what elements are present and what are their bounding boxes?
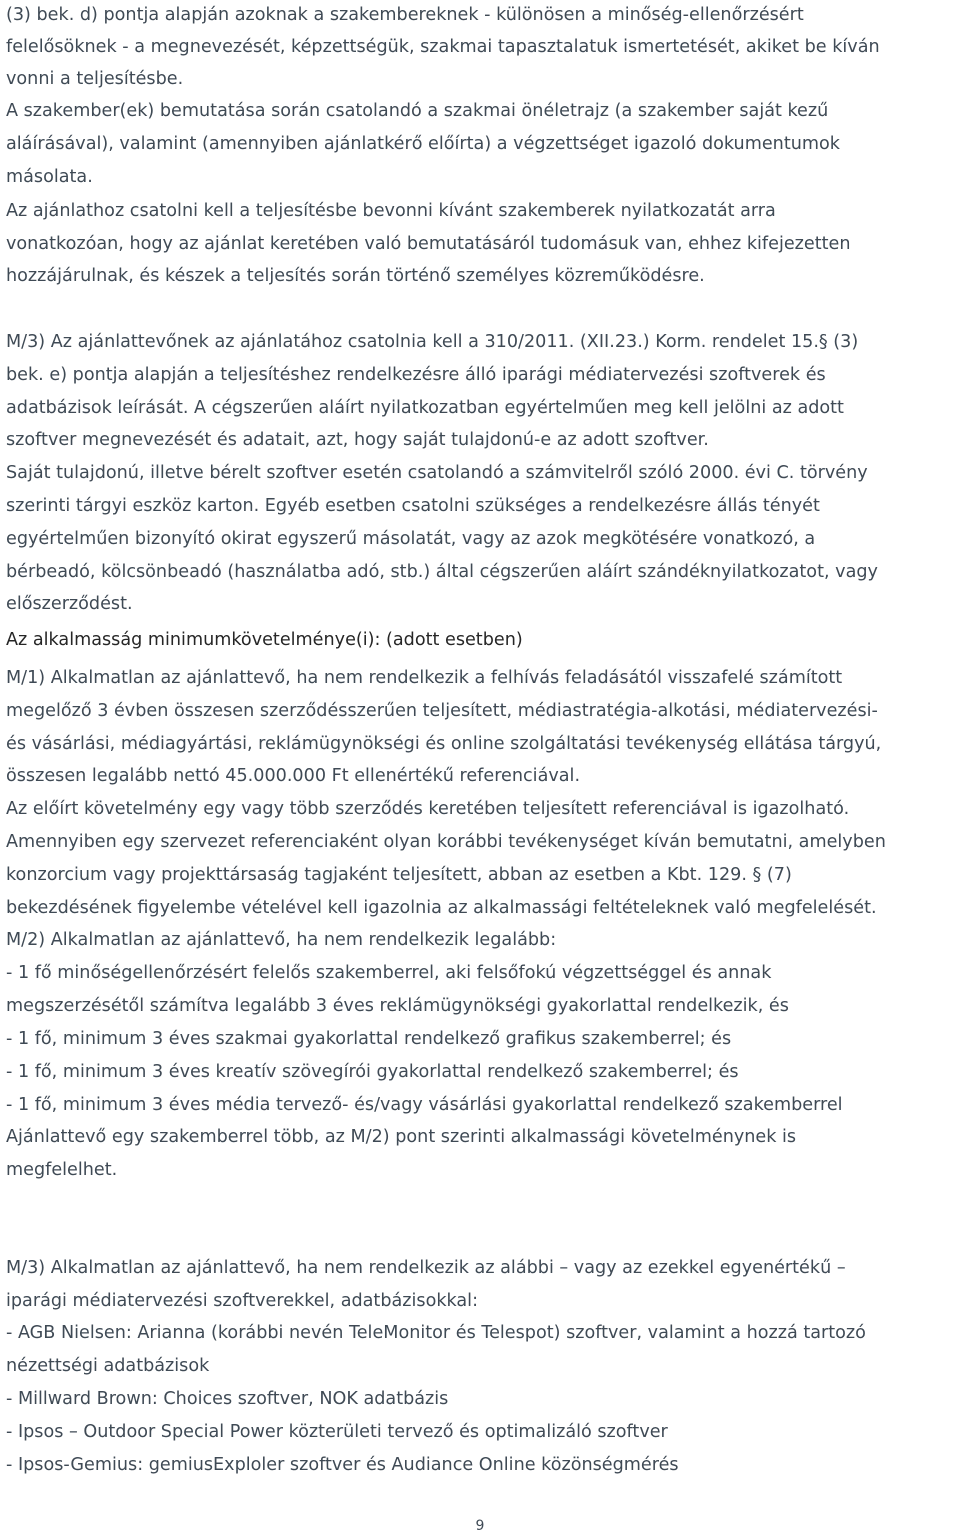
text-line: megelőző 3 évben összesen szerződésszerűen teljesített, médiastratégia-alkotási, médiatervezési-: [6, 701, 878, 721]
text-line: Amennyiben egy szervezet referenciaként olyan korábbi tevékenységet kíván bemutatni, amelyben: [6, 832, 886, 852]
text-line: bérbeadó, kölcsönbeadó (használatba adó, stb.) által cégszerűen aláírt szándéknyilatkozatot, vagy: [6, 562, 878, 582]
text-line: - AGB Nielsen: Arianna (korábbi nevén TeleMonitor és Telespot) szoftver, valamint a hozzá tartozó: [6, 1323, 866, 1343]
text-line: felelősöknek - a megnevezését, képzettségük, szakmai tapasztalatuk ismertetését, akiket be kíván: [6, 37, 880, 57]
text-line: - Millward Brown: Choices szoftver, NOK adatbázis: [6, 1389, 449, 1409]
text-line: Saját tulajdonú, illetve bérelt szoftver esetén csatolandó a számvitelről szóló 2000. évi C. törvény: [6, 463, 868, 483]
text-line: aláírásával), valamint (amennyiben ajánlatkérő előírta) a végzettséget igazoló dokumentumok: [6, 134, 840, 154]
text-line: és vásárlási, médiagyártási, reklámügynökségi és online szolgáltatási tevékenység ellátása tárgyú,: [6, 734, 882, 754]
text-line: összesen legalább nettó 45.000.000 Ft ellenértékű referenciával.: [6, 766, 581, 786]
text-line: vonatkozóan, hogy az ajánlat keretében való bemutatásáról tudomásuk van, ehhez kifejezetten: [6, 234, 851, 254]
text-line: A szakember(ek) bemutatása során csatolandó a szakmai önéletrajz (a szakember saját kezű: [6, 101, 829, 121]
text-line: M/1) Alkalmatlan az ajánlattevő, ha nem rendelkezik a felhívás feladásától visszafelé számított: [6, 668, 843, 688]
text-line: nézettségi adatbázisok: [6, 1356, 210, 1376]
text-line: (3) bek. d) pontja alapján azoknak a szakembereknek - különösen a minőség-ellenőrzésért: [6, 5, 804, 25]
text-line: - 1 fő, minimum 3 éves szakmai gyakorlattal rendelkező grafikus szakemberrel; és: [6, 1029, 732, 1049]
text-line: szoftver megnevezését és adatait, azt, hogy saját tulajdonú-e az adott szoftver.: [6, 430, 709, 450]
text-line: adatbázisok leírását. A cégszerűen aláírt nyilatkozatban egyértelműen meg kell jelölni az adott: [6, 398, 844, 418]
text-line: egyértelműen bizonyító okirat egyszerű másolatát, vagy az azok megkötésére vonatkozó, a: [6, 529, 816, 549]
text-line: - Ipsos-Gemius: gemiusExploler szoftver és Audiance Online közönségmérés: [6, 1455, 679, 1475]
section-heading: Az alkalmasság minimumkövetelménye(i): (adott esetben): [6, 630, 523, 650]
page-number: 9: [475, 1518, 485, 1534]
text-line: iparági médiatervezési szoftverekkel, adatbázisokkal:: [6, 1291, 478, 1311]
text-line: - 1 fő, minimum 3 éves kreatív szövegírói gyakorlattal rendelkező szakemberrel; és: [6, 1062, 739, 1082]
text-line: megfelelhet.: [6, 1160, 118, 1180]
text-line: M/3) Alkalmatlan az ajánlattevő, ha nem rendelkezik az alábbi – vagy az ezekkel egyenértékű –: [6, 1258, 846, 1278]
text-line: vonni a teljesítésbe.: [6, 69, 184, 89]
text-line: - 1 fő minőségellenőrzésért felelős szakemberrel, aki felsőfokú végzettséggel és annak: [6, 963, 772, 983]
text-line: Ajánlattevő egy szakemberrel több, az M/2) pont szerinti alkalmassági követelménynek is: [6, 1127, 797, 1147]
text-line: bek. e) pontja alapján a teljesítéshez rendelkezésre álló iparági médiatervezési szoftverek és: [6, 365, 826, 385]
text-line: előszerződést.: [6, 594, 133, 614]
text-line: - 1 fő, minimum 3 éves média tervező- és/vagy vásárlási gyakorlattal rendelkező szakemberrel: [6, 1095, 843, 1115]
text-line: M/2) Alkalmatlan az ajánlattevő, ha nem rendelkezik legalább:: [6, 930, 557, 950]
text-line: hozzájárulnak, és készek a teljesítés során történő személyes közreműködésre.: [6, 266, 705, 286]
text-line: - Ipsos – Outdoor Special Power közterületi tervező és optimalizáló szoftver: [6, 1422, 668, 1442]
text-line: bekezdésének figyelembe vételével kell igazolnia az alkalmassági feltételeknek való megfelelését.: [6, 898, 877, 918]
text-line: Az előírt követelmény egy vagy több szerződés keretében teljesített referenciával is igazolható.: [6, 799, 850, 819]
text-line: Az ajánlathoz csatolni kell a teljesítésbe bevonni kívánt szakemberek nyilatkozatát arra: [6, 201, 776, 221]
text-line: szerinti tárgyi eszköz karton. Egyéb esetben csatolni szükséges a rendelkezésre állás tényét: [6, 496, 820, 516]
text-line: másolata.: [6, 167, 93, 187]
text-line: M/3) Az ajánlattevőnek az ajánlatához csatolnia kell a 310/2011. (XII.23.) Korm. rendelet 15.§ (3): [6, 332, 859, 352]
text-line: konzorcium vagy projekttársaság tagjaként teljesített, abban az esetben a Kbt. 129. § (7): [6, 865, 792, 885]
text-line: megszerzésétől számítva legalább 3 éves reklámügynökségi gyakorlattal rendelkezik, és: [6, 996, 789, 1016]
